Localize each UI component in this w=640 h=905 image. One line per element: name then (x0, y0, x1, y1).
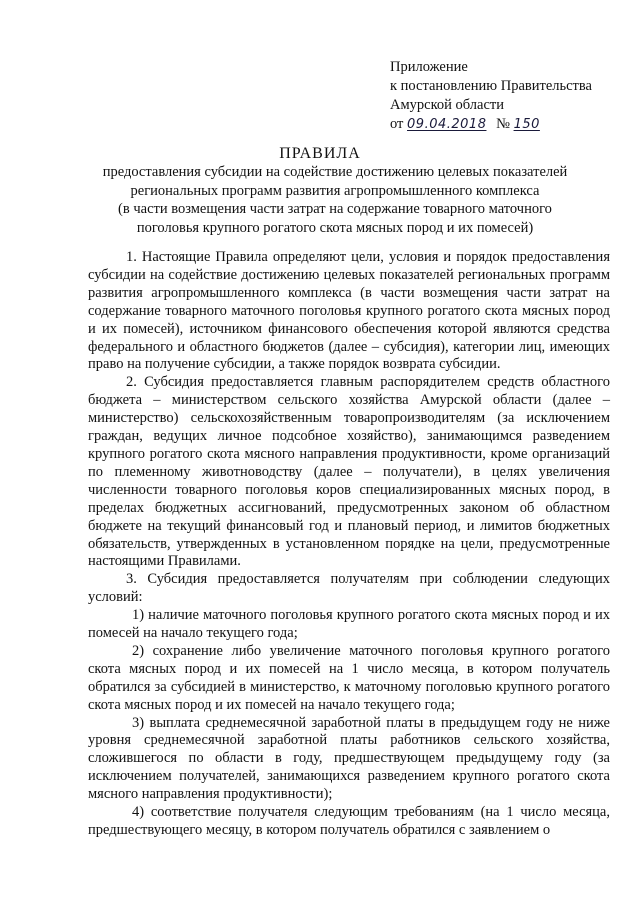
annex-title: Приложение (390, 59, 468, 75)
document-title: ПРАВИЛА (279, 145, 361, 162)
annex-block (390, 58, 592, 134)
paragraph-3: 3. Субсидия предоставляется получателям при соблюдении следующих условий: (88, 571, 610, 606)
subtitle-line: региональных программ развития агропромышленного комплекса (130, 182, 540, 199)
handwritten-number: 150 (513, 117, 540, 132)
annex-region: Амурской области (390, 97, 504, 113)
subtitle-line: (в части возмещения части затрат на содержание товарного маточного (118, 201, 552, 217)
handwritten-date: 09.04.2018 (407, 117, 487, 132)
paragraph-2: 2. Субсидия предоставляется главным распорядителем средств областного бюджета – министерством сельского хозяйства Амурской области (далее – министерство) сельскохозяйственным товаропроизводителям (за исключением граждан, ведущих личное подсобное хозяйство), занимающимся разведением крупного рогатого скота мясного направления продуктивности, кроме организаций по племенному животноводству (далее – получатели), в целях увеличения численности товарного поголовья коров специализированных мясных пород, в пределах бюджетных ассигнований, предусмотренных законом об областном бюджете на текущий финансовый год и плановый период, и лимитов бюджетных обязательств, утвержденных в установленном порядке на цели, предусмотренные настоящими Правилами. (88, 374, 610, 570)
annex-date-number (390, 115, 592, 134)
document-subtitle (84, 163, 586, 237)
paragraph-3-item-1: 1) наличие маточного поголовья крупного рогатого скота мясных пород и их помесей на начало текущего года; (88, 607, 610, 642)
subtitle-line: поголовья крупного рогатого скота мясных пород и их помесей) (136, 219, 534, 236)
number-prefix: № (496, 116, 510, 132)
paragraph-3-item-2: 2) сохранение либо увеличение маточного поголовья крупного рогатого скота мясных пород и их помесей на 1 число месяца, в котором получатель обратился за субсидией в министерство, к маточному поголовью крупного рогатого скота мясных пород и их помесей на начало текущего года; (88, 642, 610, 713)
paragraph-3-item-4: 4) соответствие получателя следующим требованиям (на 1 число месяца, предшествующего месяцу, в котором получатель обратился с заявлением о (88, 804, 610, 838)
paragraph-3-item-3: 3) выплата среднемесячной заработной платы в предыдущем году не ниже уровня среднемесячной заработной платы работников сельского хозяйства, сложившегося по области в году, предшествующем предыдущему году (за исключением получателей, занимающихся разведением крупного рогатого скота мясного направления продуктивности); (88, 714, 610, 803)
paragraph-1: 1. Настоящие Правила определяют цели, условия и порядок предоставления субсидии на содействие достижению целевых показателей региональных программ развития агропромышленного комплекса (в части возмещения части затрат на содержание товарного маточного поголовья крупного рогатого скота мясных пород и их помесей), источником финансового обеспечения которой являются средства федерального и областного бюджетов (далее – субсидия), категории лиц, имеющих право на получение субсидии, а также порядок возврата субсидии. (88, 249, 610, 373)
document-body (88, 249, 610, 840)
date-prefix: от (390, 116, 404, 132)
annex-decree: к постановлению Правительства (390, 78, 592, 94)
subtitle-line: предоставления субсидии на содействие достижению целевых показателей (102, 164, 568, 180)
